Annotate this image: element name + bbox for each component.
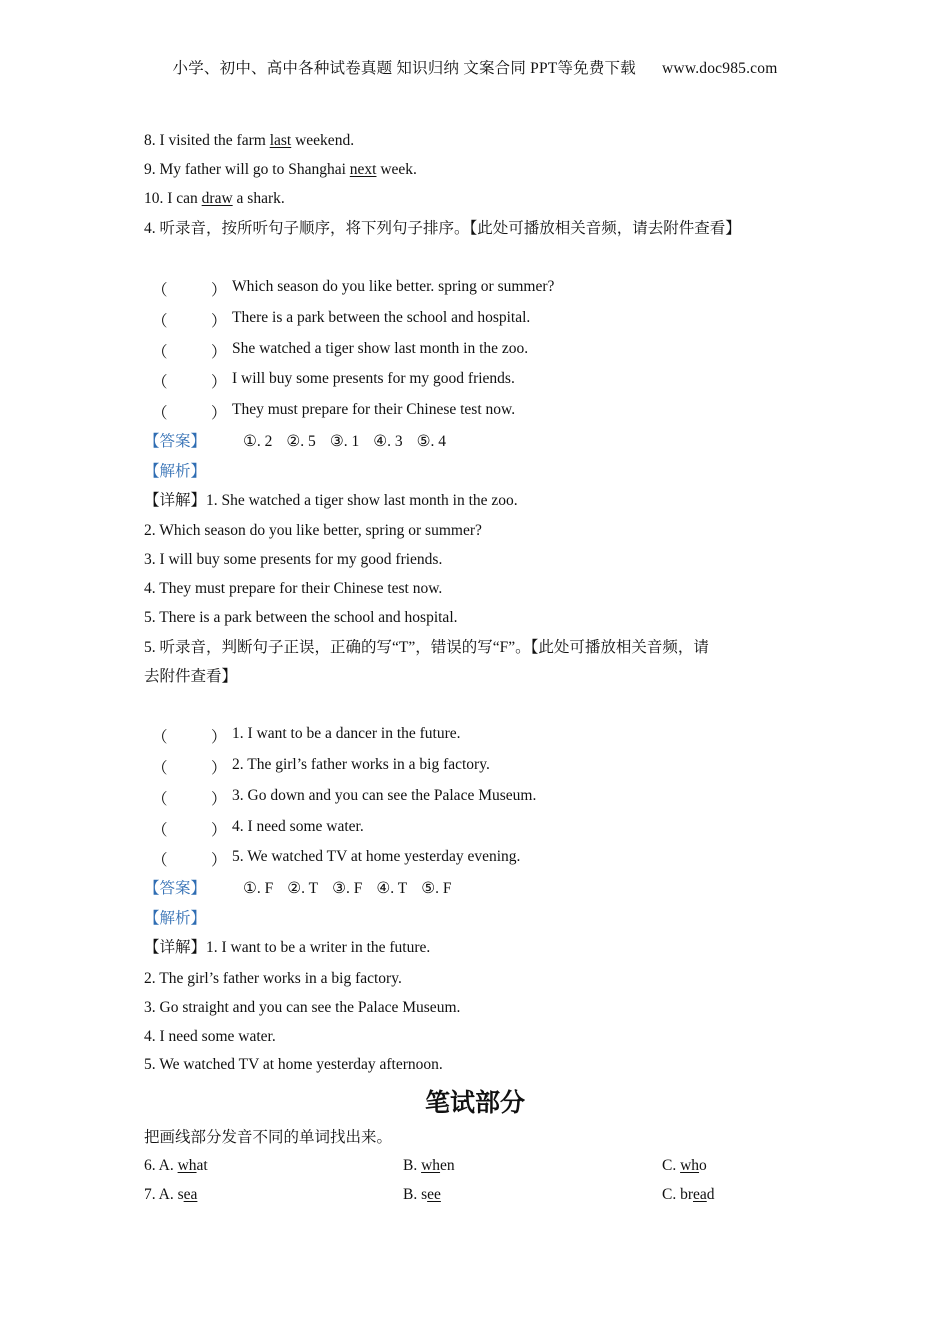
- q5-answer-label: 【答案】: [144, 880, 207, 897]
- q4-detail-3: 3. I will buy some presents for my good friends.: [144, 551, 443, 568]
- prev-item-10: 10. I can draw a shark.: [144, 190, 285, 207]
- q6-option-b: B. when: [403, 1157, 455, 1174]
- document-page: 小学、初中、高中各种试卷真题 知识归纳 文案合同 PPT等免费下载 www.doc985.com 8. I visited the farm last weekend. 9. My father will go to Shanghai next week. 10. I can draw a shark. 4. 听录音，按所听句子顺序，将下列句子排序。【此处可播放相关音频，请去附件查看】 （ ） Which season do you like better. spring or summer? （ ） There is a park between the school and hospital. （ ） She watched a tiger show last month in the zoo. （ ） I will buy some presents for my good friends. （ ） They must prepare for their Chinese test now. 【答案】 ①. 2 ②. 5 ③. 1 ④. 3 ⑤. 4 【解析】 【详解】1. She watched a tiger show last month in the zoo. 2. Which season do you like better, spring or summer? 3. I will buy some presents for my good friends. 4. They must prepare for their Chinese test now. 5. There is a park between the school and hospital. 5. 听录音，判断句子正误，正确的写“T”，错误的写“F”。【此处可播放相关音频，请 去附件查看】 （ ） 1. I want to be a dancer in the future. （ ） 2. The girl’s father works in a big factory. （ ） 3. Go down and you can see the Palace Museum. （ ） 4. I need some water. （ ） 5. We watched TV at home yesterday evening. 【答案】 ①. F ②. T ③. F ④. T ⑤. F 【解析】 【详解】1. I want to be a writer in the future. 2. The girl’s father works in a big factory. 3. Go straight and you can see the Palace Museum. 4. I need some water. 5. We watched TV at home yesterday afternoon. 笔试部分 把画线部分发音不同的单词找出来。 6. A. what B. when C. who 7. A. sea B. see C. bread: [0, 0, 950, 1344]
- q4-answer-label: 【答案】: [144, 433, 207, 450]
- page-header: [0, 56, 950, 78]
- q5-answers: ①. F ②. T ③. F ④. T ⑤. F: [243, 880, 452, 897]
- q7-option-a: 7. A. sea: [144, 1186, 198, 1203]
- q4-analysis-label: 【解析】: [144, 463, 207, 480]
- q4-prompt: 4. 听录音，按所听句子顺序，将下列句子排序。【此处可播放相关音频，请去附件查看】: [144, 220, 741, 237]
- q4-answers: ①. 2 ②. 5 ③. 1 ④. 3 ⑤. 4: [243, 433, 447, 450]
- q4-detail-4: 4. They must prepare for their Chinese test now.: [144, 580, 443, 597]
- q5-detail-1: 【详解】1. I want to be a writer in the future.: [144, 939, 431, 956]
- written-instruction: 把画线部分发音不同的单词找出来。: [144, 1129, 393, 1146]
- q5-prompt-cont: 去附件查看】: [144, 668, 238, 685]
- header-site: www.doc985.com: [662, 60, 778, 77]
- q6-option-a: 6. A. what: [144, 1157, 208, 1174]
- prev-item-8: 8. I visited the farm last weekend.: [144, 132, 355, 149]
- q5-analysis-label: 【解析】: [144, 910, 207, 927]
- q4-detail-5: 5. There is a park between the school and hospital.: [144, 609, 458, 626]
- section-title: 笔试部分: [424, 1088, 525, 1117]
- prev-item-9: 9. My father will go to Shanghai next week.: [144, 161, 417, 178]
- q5-detail-5: 5. We watched TV at home yesterday afternoon.: [144, 1056, 443, 1073]
- q4-detail-2: 2. Which season do you like better, spring or summer?: [144, 522, 482, 539]
- header-text: 小学、初中、高中各种试卷真题 知识归纳 文案合同 PPT等免费下载: [172, 60, 636, 77]
- q6-option-c: C. who: [662, 1157, 707, 1174]
- q7-option-c: C. bread: [662, 1186, 715, 1203]
- q5-detail-2: 2. The girl’s father works in a big factory.: [144, 970, 402, 987]
- q7-option-b: B. see: [403, 1186, 441, 1203]
- q5-detail-3: 3. Go straight and you can see the Palace Museum.: [144, 999, 461, 1016]
- q4-detail-1: 【详解】1. She watched a tiger show last month in the zoo.: [144, 492, 518, 509]
- q5-detail-4: 4. I need some water.: [144, 1028, 276, 1045]
- q5-prompt: 5. 听录音，判断句子正误，正确的写“T”，错误的写“F”。【此处可播放相关音频，请: [144, 639, 709, 656]
